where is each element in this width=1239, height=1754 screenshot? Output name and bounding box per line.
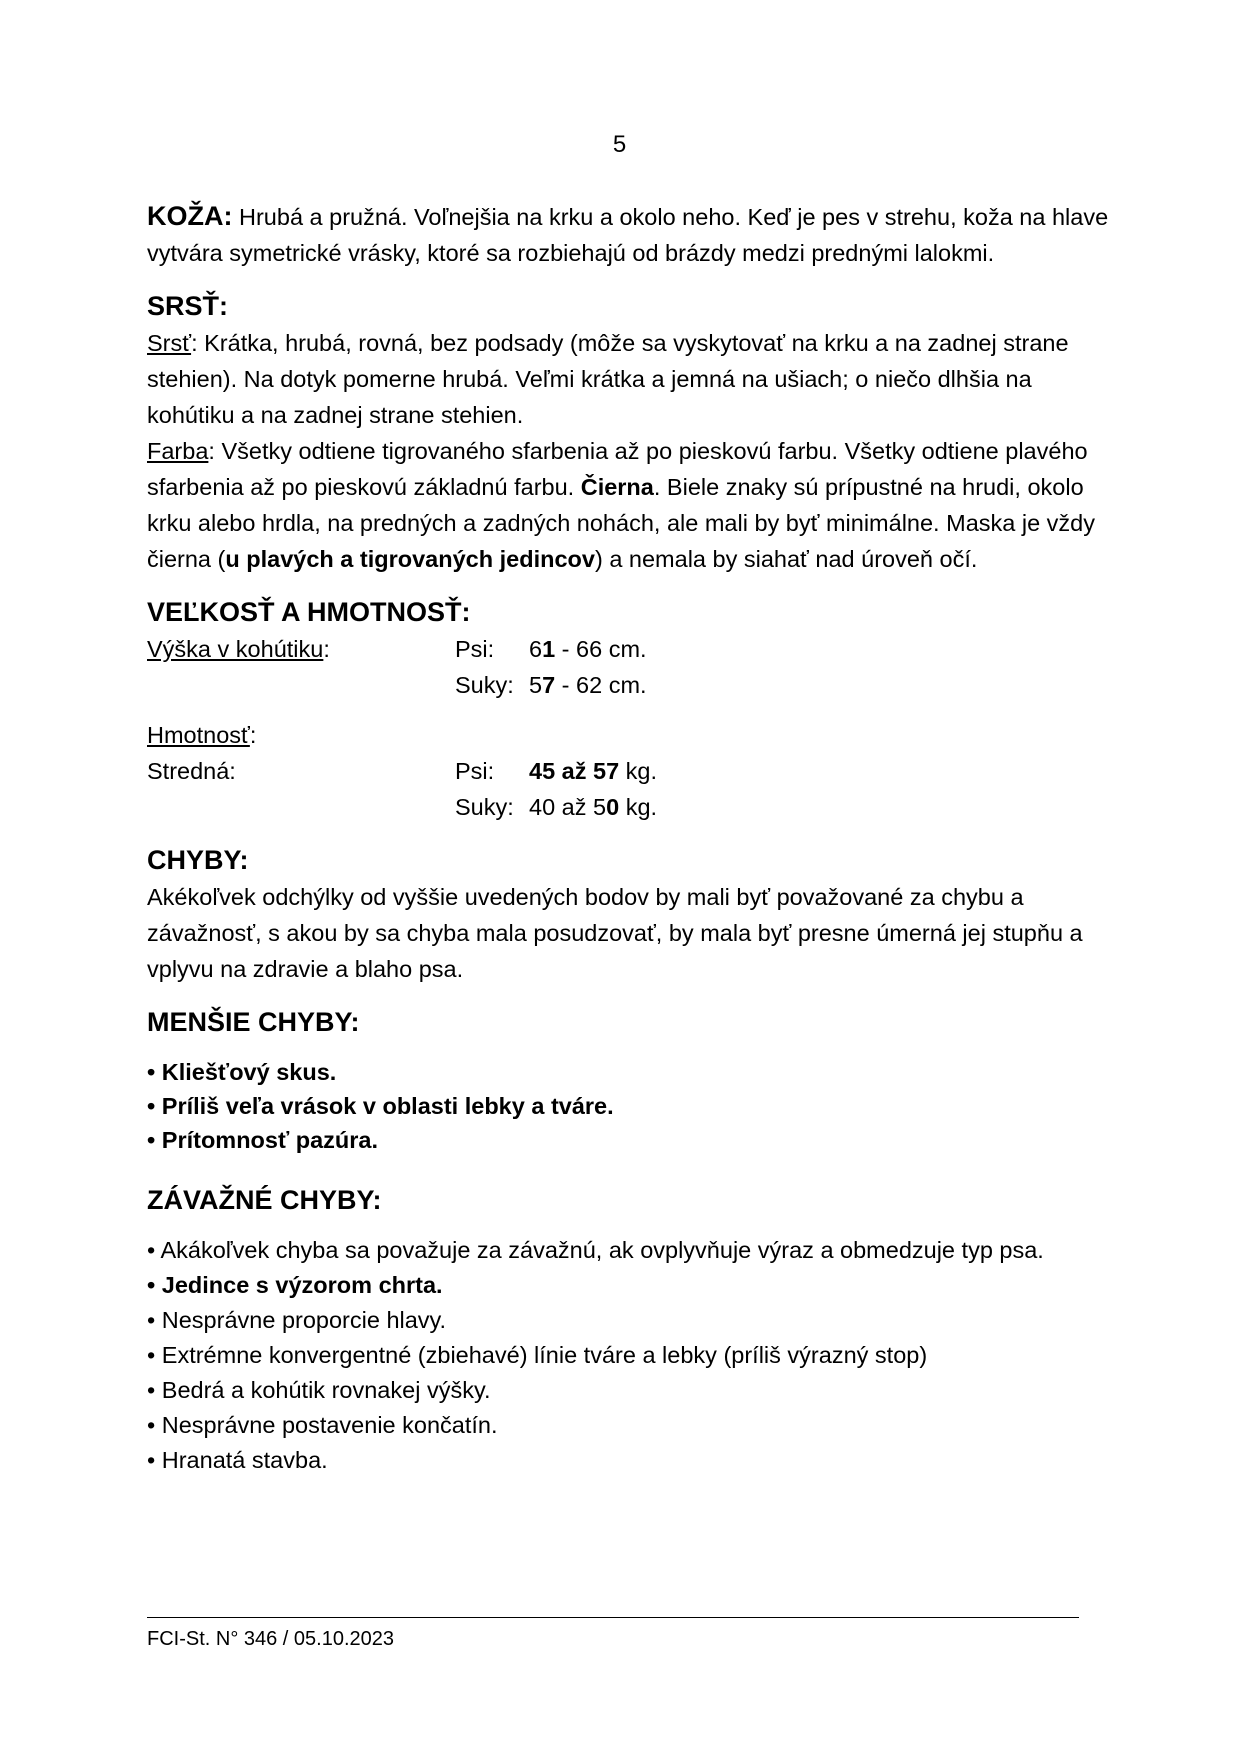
list-item: • Nesprávne proporcie hlavy. (147, 1307, 447, 1333)
coat-color-text-2: . Biele znaky sú prípustné na hrudi, okolo krku alebo hrdla, na predných a zadných nohách, ale mali by byť minimálne. Maska je vždy čierna ( (147, 474, 1095, 572)
weight-colon: : (249, 722, 257, 748)
male-label: Psi: (455, 636, 495, 662)
weight-label-row (147, 717, 1117, 753)
height-female-row (147, 667, 1117, 703)
height-male-row (147, 631, 1117, 667)
list-item: • Hranatá stavba. (147, 1447, 328, 1473)
faults-heading: CHYBY: (147, 845, 249, 875)
weight-female-row (147, 789, 1117, 825)
medium-label: Stredná: (147, 758, 236, 784)
coat-hair-text: : Krátka, hrubá, rovná, bez podsady (môže sa vyskytovať na krku a na zadnej strane stehien). Na dotyk pomerne hrubá. Veľmi krátka a jemná na ušiach; o niečo dlhšia na kohútiku a na zadnej strane stehien. (147, 330, 1069, 428)
footer-divider (147, 1617, 1079, 1618)
height-female-value: 57 - 62 cm. (529, 672, 647, 698)
list-item: • Kliešťový skus. (147, 1059, 337, 1085)
page-number: 5 (612, 131, 627, 158)
female-label: Suky: (455, 672, 514, 698)
skin-text: Hrubá a pružná. Voľnejšia na krku a okolo neho. Keď je pes v strehu, koža na hlave vytvára symetrické vrásky, ktoré sa rozbiehajú od brázdy medzi prednými lalokmi. (147, 204, 1109, 266)
skin-section (147, 198, 1117, 271)
height-male-value: 61 - 66 cm. (529, 636, 647, 662)
coat-color-paragraph (147, 433, 1117, 577)
male-label-weight: Psi: (455, 758, 495, 784)
height-colon: : (323, 636, 330, 662)
coat-color-black: Čierna (580, 474, 654, 500)
coat-hair-label: Srsť (147, 330, 192, 356)
list-item: • Extrémne konvergentné (zbiehavé) línie tváre a lebky (príliš výrazný stop) (147, 1342, 928, 1368)
serious-faults-list (147, 1233, 1117, 1478)
coat-color-mask-note: u plavých a tigrovaných jedincov (225, 546, 595, 572)
weight-label: Hmotnosť (147, 722, 250, 748)
height-label: Výška v kohútiku (147, 636, 324, 662)
list-item: • Príliš veľa vrások v oblasti lebky a tváre. (147, 1093, 614, 1119)
document-body (147, 198, 1117, 1478)
minor-faults-heading: MENŠIE CHYBY: (147, 1007, 360, 1037)
coat-color-text-3: ) a nemala by siahať nad úroveň očí. (594, 546, 978, 572)
list-item: • Prítomnosť pazúra. (147, 1127, 379, 1153)
coat-color-text-1: : Všetky odtiene tigrovaného sfarbenia až po pieskovú farbu. Všetky odtiene plavého sfarbenia až po pieskovú základnú farbu. (147, 438, 1088, 500)
list-item: • Bedrá a kohútik rovnakej výšky. (147, 1377, 491, 1403)
size-heading: VEĽKOSŤ A HMOTNOSŤ: (147, 597, 471, 627)
footer-reference: FCI-St. N° 346 / 05.10.2023 (147, 1628, 395, 1650)
weight-male-row (147, 753, 1117, 789)
list-item: • Akákoľvek chyba sa považuje za závažnú, ak ovplyvňuje výraz a obmedzuje typ psa. (147, 1237, 1044, 1263)
minor-faults-list (147, 1055, 1117, 1157)
serious-faults-heading: ZÁVAŽNÉ CHYBY: (147, 1185, 382, 1215)
coat-color-label: Farba (147, 438, 209, 464)
weight-male-value: 45 až 57 kg. (529, 758, 658, 784)
female-label-weight: Suky: (455, 794, 514, 820)
coat-hair-paragraph (147, 325, 1117, 433)
list-item: • Jedince s výzorom chrta. (147, 1272, 443, 1298)
list-item: • Nesprávne postavenie končatín. (147, 1412, 498, 1438)
faults-text: Akékoľvek odchýlky od vyššie uvedených bodov by mali byť považované za chybu a závažnosť, s akou by sa chyba mala posudzovať, by mala byť presne úmerná jej stupňu a vplyvu na zdravie a blaho psa. (147, 884, 1083, 982)
coat-heading: SRSŤ: (147, 291, 228, 321)
skin-label: KOŽA: (147, 201, 233, 231)
weight-female-value: 40 až 50 kg. (529, 794, 658, 820)
